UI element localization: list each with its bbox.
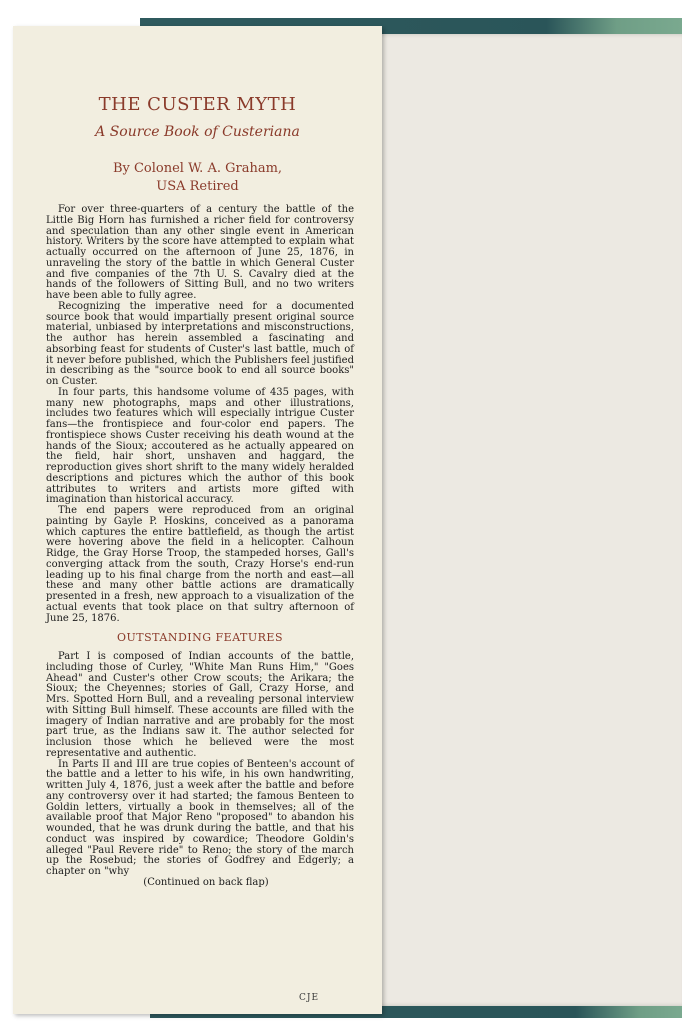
endpaper xyxy=(372,34,682,1006)
body-paragraph-2: Recognizing the imperative need for a documented source book that would impartially present original source material, unbiased by interpretations and misconstructions, the author has herein assembled a fascinating and absorbing feast for students of Custer's last battle, much of it never before published, which the Publishers feel justified in describing as the "source book to end all source books" on Custer. xyxy=(46,300,354,387)
author-name: By Colonel W. A. Graham, xyxy=(112,161,283,176)
book-title: THE CUSTER MYTH xyxy=(98,94,297,115)
book-subtitle: A Source Book of Custeriana xyxy=(95,124,300,140)
features-heading: OUTSTANDING FEATURES xyxy=(117,631,283,645)
body-paragraph-3: In four parts, this handsome volume of 435 pages, with many new photographs, maps and other illustrations, includes two features which will especially intrigue Custer fans—the frontispiece and four-color end papers. The frontispiece shows Custer receiving his death wound at the hands of the Sioux; accoutered as he actually appeared on the field, hair short, unshaven and haggard, the reproduction gives short shrift to the many widely heralded descriptions and pictures which the author of this book attributes to writers and artists more gifted with imagination than historical accuracy. xyxy=(46,386,354,506)
dust-jacket-flap xyxy=(13,26,382,1014)
continued-note: (Continued on back flap) xyxy=(143,876,269,888)
flap-body xyxy=(46,205,354,889)
body-paragraph-1: For over three-quarters of a century the battle of the Little Big Horn has furnished a richer field for controversy and speculation than any other single event in American history. Writers by the score have attempted to explain what actually occurred on the afternoon of June 25, 1876, in unraveling the story of the battle in which General Custer and five companies of the 7th U. S. Cavalry died at the hands of the followers of Sitting Bull, and no two writers have been able to fully agree. xyxy=(46,204,354,301)
author-rank: USA Retired xyxy=(156,179,239,194)
features-paragraph-2: In Parts II and III are true copies of Benteen's account of the battle and a letter to his wife, in his own handwriting, written July 4, 1876, just a week after the battle and before any controversy over it had started; the famous Benteen to Goldin letters, virtually a book in themselves; all of the available proof that Major Reno "proposed" to abandon his wounded, that he was drunk during the battle, and that his conduct was inspired by cowardice; Theodore Goldin's alleged "Paul Revere ride" to Reno; the story of the march up the Rosebud; the stories of Godfrey and Edgerly; a chapter on "why xyxy=(46,758,354,877)
features-paragraph-1: Part I is composed of Indian accounts of the battle, including those of Curley, "White Man Runs Him," "Goes Ahead" and Custer's other Crow scouts; the Arikara; the Sioux; the Cheyennes; stories of Gall, Crazy Horse, and Mrs. Spotted Horn Bull, and a revealing personal interview with Sitting Bull himself. These accounts are filled with the imagery of Indian narrative and are probably for the most part true, as the Indians saw it. The author selected for inclusion those which he believed were the most representative and authentic. xyxy=(46,651,354,759)
designer-initials: CJE xyxy=(299,993,320,1003)
body-paragraph-4: The end papers were reproduced from an original painting by Gayle P. Hoskins, conceived as a panorama which captures the entire battlefield, as though the artist were hovering above the field in a helicopter. Calhoun Ridge, the Gray Horse Troop, the stampeded horses, Gall's converging attack from the south, Crazy Horse's end-run leading up to his final charge from the north and east—all these and many other battle actions are dramatically presented in a fresh, new approach to a visualization of the actual events that took place on that sultry afternoon of June 25, 1876. xyxy=(46,505,354,624)
author-block xyxy=(13,160,382,196)
